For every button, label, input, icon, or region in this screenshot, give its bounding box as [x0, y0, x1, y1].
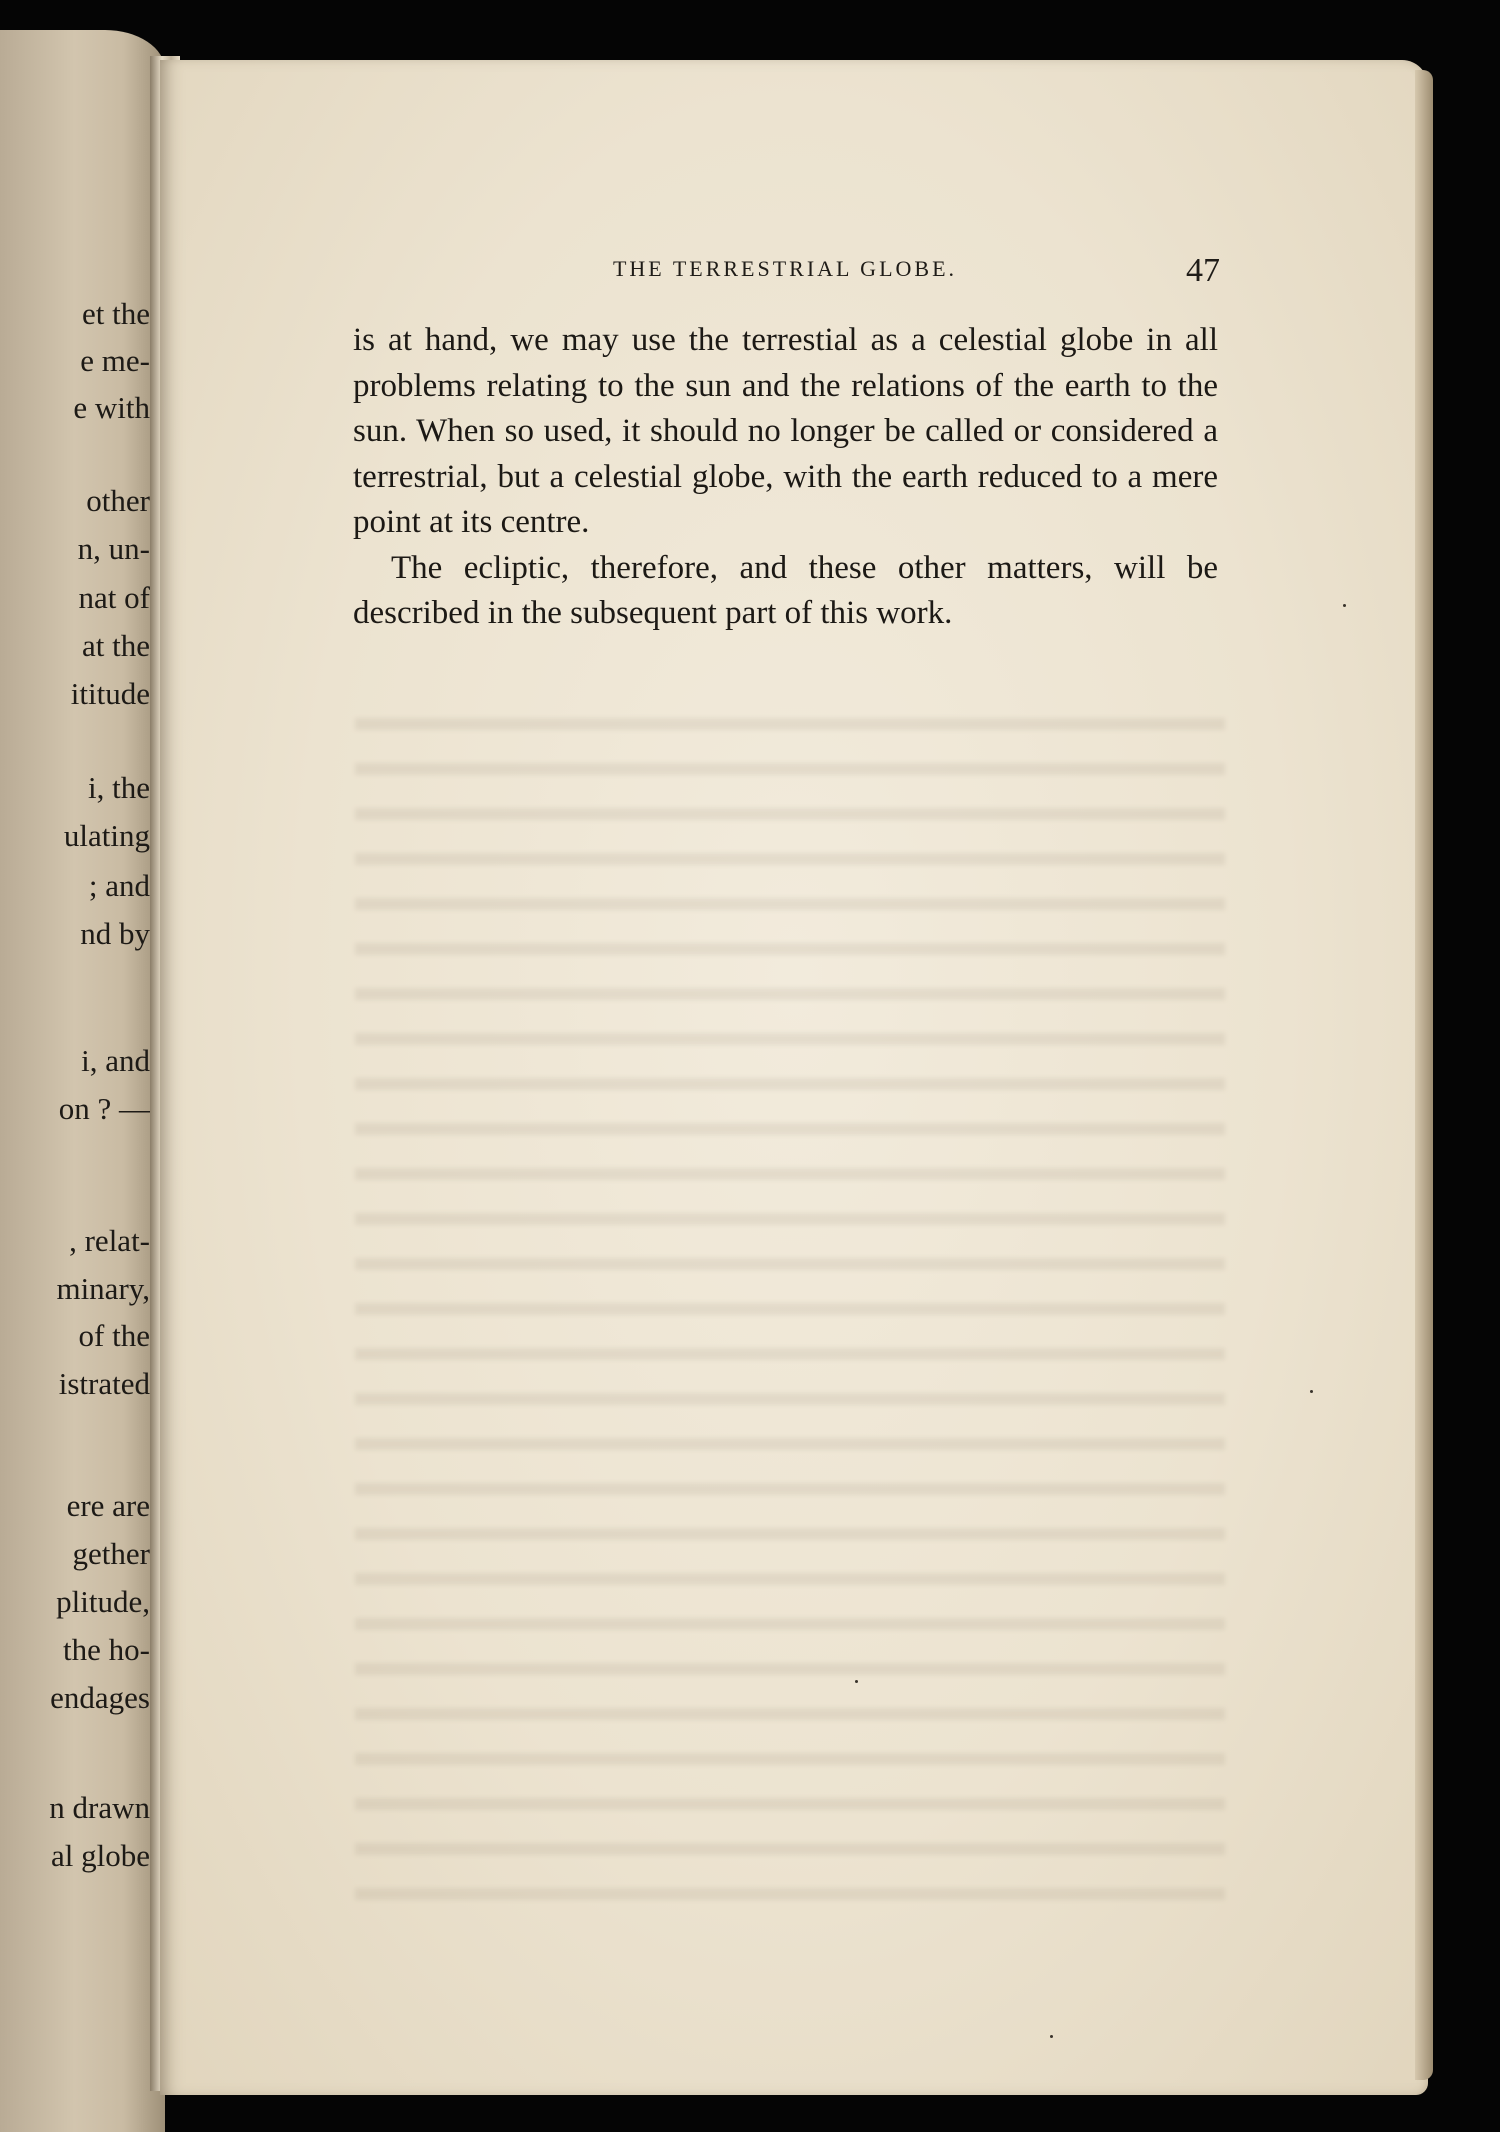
facing-page-line: et the [82, 296, 150, 331]
running-title: THE TERRESTRIAL GLOBE. [612, 256, 958, 281]
facing-page-line: ulating [63, 818, 150, 853]
facing-page-line: of the [78, 1318, 150, 1353]
facing-page-line: other [86, 483, 150, 518]
facing-page-line: nat of [78, 580, 150, 615]
body-text [353, 318, 1218, 637]
facing-page-line: endages [50, 1680, 150, 1715]
running-head [350, 252, 1220, 292]
facing-page-left [0, 30, 165, 2132]
facing-page-line: n drawn [49, 1790, 150, 1825]
facing-page-line: ititude [70, 676, 150, 711]
facing-page-line: e with [73, 390, 150, 425]
facing-page-line: n, un- [77, 531, 150, 566]
facing-page-line: nd by [80, 916, 150, 951]
show-through-texture [355, 700, 1225, 1900]
page-edge [1415, 70, 1433, 2080]
facing-page-line: i, and [81, 1043, 150, 1078]
facing-page-line: on ? — [58, 1091, 150, 1126]
paper-speck [1050, 2035, 1053, 2038]
facing-page-line: e me- [80, 343, 150, 378]
paper-speck [1310, 1390, 1313, 1393]
facing-page-line: ; and [88, 868, 150, 903]
page-number: 47 [1186, 252, 1220, 289]
facing-page-line: at the [82, 628, 150, 663]
facing-page-line: the ho- [63, 1632, 150, 1667]
facing-page-line: plitude, [56, 1584, 150, 1619]
paragraph: is at hand, we may use the terrestial as a celestial globe in all problems relating to the sun and the relations of the earth to the sun. When so used, it should no longer be called or considered a terrestrial, but a celestial globe, with the earth reduced to a mere point at its centre. [353, 322, 1218, 540]
paper-speck [1343, 604, 1346, 607]
facing-page-line: i, the [88, 770, 150, 805]
facing-page-line: istrated [58, 1366, 150, 1401]
facing-page-line: minary, [56, 1271, 150, 1306]
facing-page-line: , relat- [69, 1223, 150, 1258]
facing-page-line: al globe [51, 1838, 150, 1873]
paragraph: The ecliptic, therefore, and these other matters, will be described in the subsequent part of this work. [353, 549, 1218, 631]
facing-page-line: ere are [66, 1488, 150, 1523]
facing-page-line: gether [72, 1536, 150, 1571]
paper-speck [855, 1680, 858, 1683]
